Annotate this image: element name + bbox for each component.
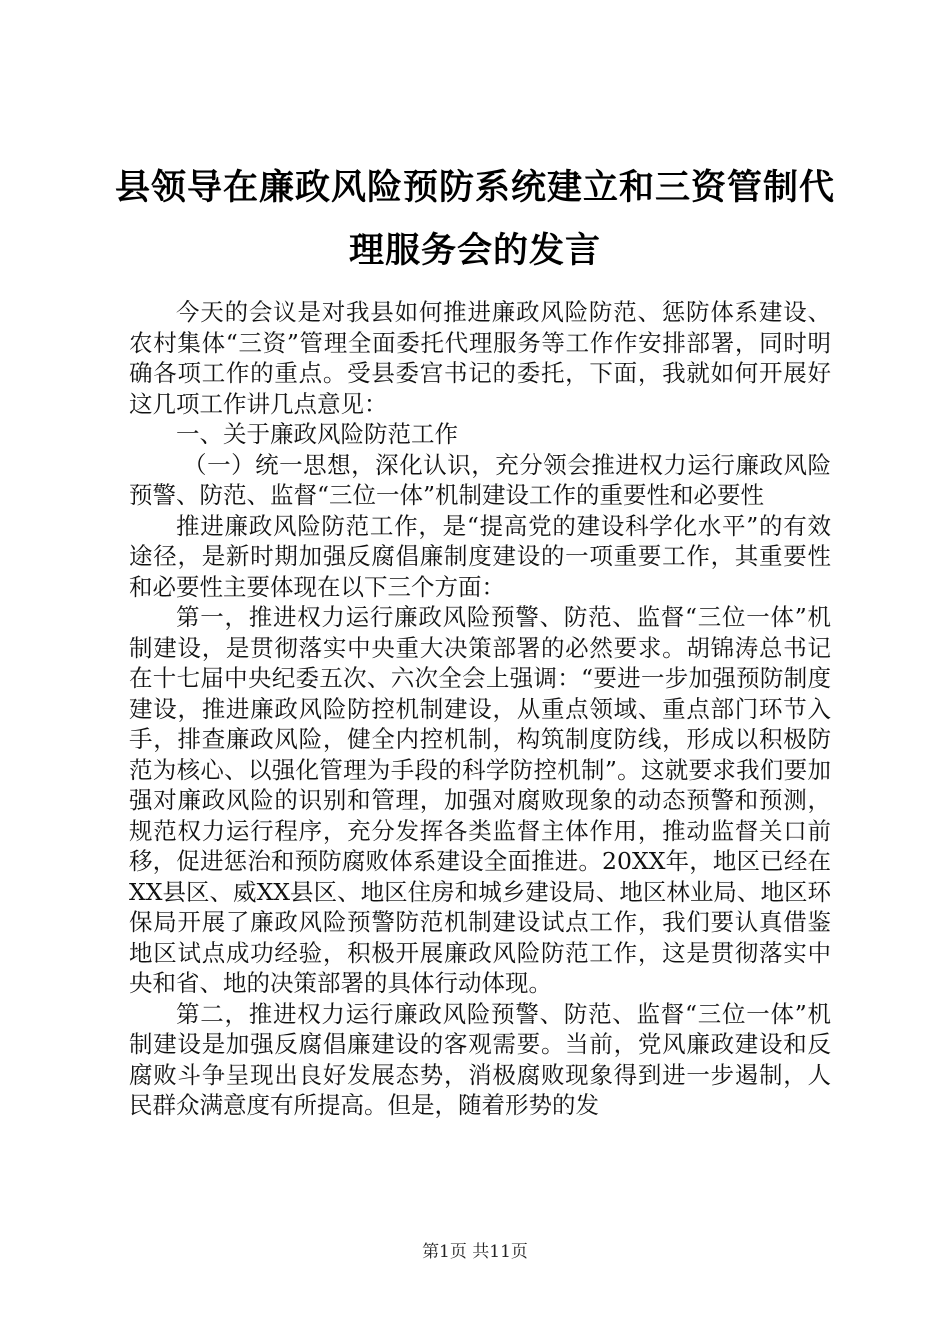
document-title: 县领导在廉政风险预防系统建立和三资管制代理服务会的发言 (114, 167, 835, 271)
section-heading: 一、关于廉政风险防范工作 (176, 420, 458, 448)
paragraph-intro: 今天的会议是对我县如何推进廉政风险防范、惩防体系建设、农村集体“三资”管理全面委托代理服务等工作作安排部署，同时明确各项工作的重点。受县委宫书记的委托，下面，我就如何开展好这几项工作讲几点意见： (129, 298, 831, 418)
paragraph-importance: 推进廉政风险防范工作，是“提高党的建设科学化水平”的有效途径，是新时期加强反腐倡廉制度建设的一项重要工作，其重要性和必要性主要体现在以下三个方面： (129, 511, 831, 601)
page-footer: 第1页 共11页 (422, 1242, 528, 1262)
paragraph-second-point: 第二，推进权力运行廉政风险预警、防范、监督“三位一体”机制建设是加强反腐倡廉建设的客观需要。当前，党风廉政建设和反腐败斗争呈现出良好发展态势，消极腐败现象得到进一步遏制，人民群众满意度有所提高。但是，随着形势的发 (129, 999, 831, 1119)
document-body (129, 297, 831, 1121)
paragraph-first-point: 第一，推进权力运行廉政风险预警、防范、监督“三位一体”机制建设，是贯彻落实中央重大决策部署的必然要求。胡锦涛总书记在十七届中央纪委五次、六次全会上强调：“要进一步加强预防制度建设，推进廉政风险防控机制建设，从重点领域、重点部门环节入手，排查廉政风险，健全内控机制，构筑制度防线，形成以积极防范为核心、以强化管理为手段的科学防控机制”。这就要求我们要加强对廉政风险的识别和管理，加强对腐败现象的动态预警和预测，规范权力运行程序，充分发挥各类监督主体作用，推动监督关口前移，促进惩治和预防腐败体系建设全面推进。20XX年，地区已经在XX县区、威XX县区、地区住房和城乡建设局、地区林业局、地区环保局开展了廉政风险预警防范机制建设试点工作，我们要认真借鉴地区试点成功经验，积极开展廉政风险防范工作，这是贯彻落实中央和省、地的决策部署的具体行动体现。 (129, 603, 831, 997)
subsection-heading: （一）统一思想，深化认识，充分领会推进权力运行廉政风险预警、防范、监督“三位一体”机制建设工作的重要性和必要性 (129, 450, 831, 509)
